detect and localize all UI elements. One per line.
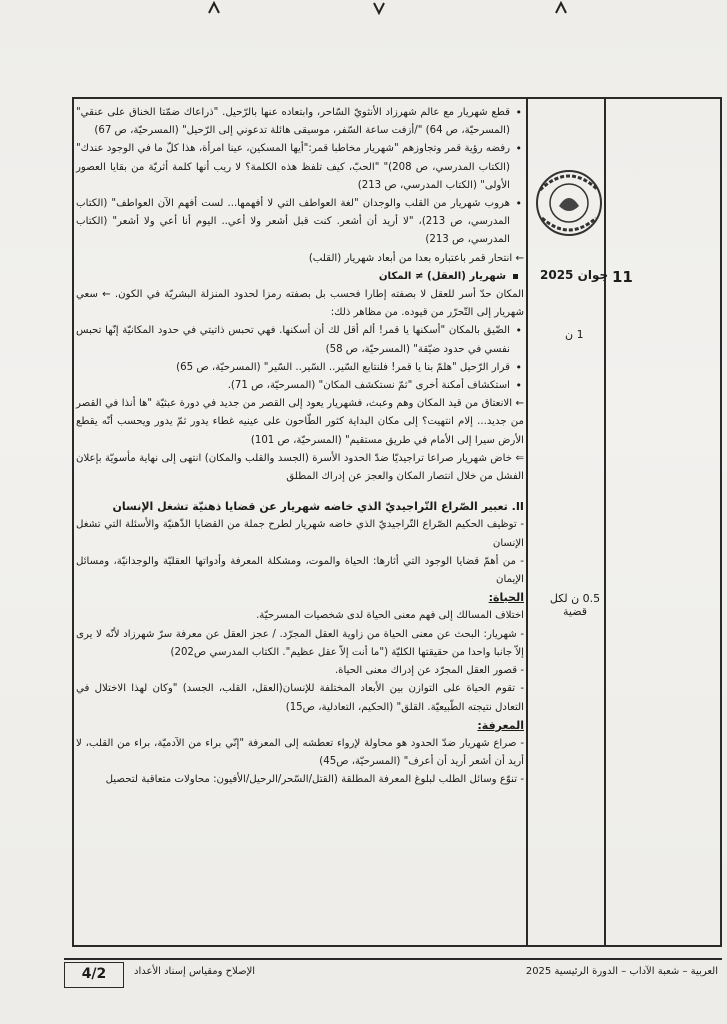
scribble-icon	[207, 0, 221, 14]
official-seal-stamp	[534, 168, 604, 238]
footer-subject: العربية – شعبة الآداب – الدورة الرئيسية 2025	[525, 966, 718, 977]
paragraph: - تنوّع وسائل الطلب لبلوغ المعرفة المطلقة (القتل/السّحر/الرحيل/الأفيون: محاولات متعاقبة لتحصيل	[105, 774, 524, 786]
total-score: 11	[612, 268, 633, 286]
conclusion-arrow: ← الانعتاق من قيد المكان وهم وعبث، فشهريار يعود إلى القصر من جديد في دورة عبثيّة "ها أنذا في القصر من جديد... إلام انتهيت؟ إلى مكان البداية كثور الطّاحون على عينيه غطاء يدور ثمّ يدور ويحسب أنّه يقطع الأرض سيرا إلى الأمام في طريق مستقيم" (المسرحيّة، ص 101)	[76, 398, 524, 446]
score-one-point: 1 ن	[565, 328, 584, 341]
paragraph: - صراع شهريار ضدّ الحدود هو محاولة لإرواء تعطشه إلى المعرفة "إنّي براء من الآدميّة، براء من القلب، لا أريد أن أشعر أريد أن أعرف" (المسرحيّة، ص45)	[76, 737, 524, 768]
bullet-item: • الضّيق بالمكان "أسكنها يا قمر! ألم أقل لك أن أسكنها. فهي تحبس ذاتيتي في حدود المكانيّة إنّها تحبس نفسي في حدود ضيّقة" (المسرحيّة، ص 58)	[76, 322, 524, 358]
conclusion-arrow: ← انتحار قمر باعتباره بعدا من أبعاد شهريار (القلب)	[308, 252, 524, 264]
scribble-icon	[372, 0, 386, 14]
paragraph: - قصور العقل المجرّد عن إدراك معنى الحياة.	[334, 665, 524, 677]
bullet-item: • قرار الرّحيل "هلمّ بنا يا قمر! فلنتابع السّير.. السّير.. السّير" (المسرحيّة، ص 65)	[76, 359, 524, 377]
paragraph: اختلاف المسالك إلى فهم معنى الحياة لدى شخصيات المسرحيّة.	[256, 610, 524, 622]
paragraph: - من أهمّ قضايا الوجود التي أثارها: الحياة والموت، ومشكلة المعرفة وأدواتها العقليّة والوجدانيّة، ومسائل الإيمان	[76, 555, 524, 586]
section-heading: II. تعبير الصّراع التّراجيديّ الذي خاضه شهريار عن قضايا ذهنيّة تشغل الإنسان	[112, 500, 524, 514]
session-label: جوان 2025	[540, 268, 609, 282]
bullet-item: • هروب شهريار من القلب والوجدان "لغة العواطف التي لا أفهمها... لست أفهم الآن العواطف" (الكتاب المدرسي، ص 213)، "لا أريد أن أشعر. كنت قبل أشعر ولا أعي.. اليوم أنا أعي ولا أشعر" (الكتاب المدرسي، ص 213)	[76, 195, 524, 250]
subheading-life: الحياة:	[488, 591, 524, 605]
paragraph: - توظيف الحكيم الصّراع التّراجيديّ الذي خاضه شهريار لطرح جملة من القضايا الذّهنيّة والأسئلة التي تشغل الإنسان	[76, 519, 524, 549]
paragraph: - تقوم الحياة على التوازن بين الأبعاد المختلفة للإنسان(العقل، القلب، الجسد) "وكان لهذا الاختلال في التعادل نتيجته الطّبيعيّة. القلق" (الحكيم، التعادلية، ص15)	[76, 683, 524, 713]
footer-title: الإصلاح ومقياس إسناد الأعداد	[134, 966, 256, 977]
subheading: شهريار (العقل) ≠ المكان	[76, 268, 524, 286]
page-footer	[64, 958, 722, 988]
bullet-item: • قطع شهريار مع عالم شهرزاد الأنثويّ السّاحر، وابتعاده عنها بالرّحيل. "ذراعاك ضمّتا الخناق على عنقي" (المسرحيّة، ص 64) "/أزفت ساعة السّفر، موسيقى هائلة تدعوني إلى الرّحيل" (المسرحيّة، ص 67)	[76, 104, 524, 140]
bullet-item: • رفضه رؤية قمر وتجاوزهم "شهريار مخاطبا قمر:"أيها المسكين، عينا امرأة، هذا كلّ ما في الوجود عندك" (الكتاب المدرسي، ص 208)" "الحبّ، كيف تلفظ هذه الكلمة؟ لا ريب أنها كلمة أثريّة من بقايا العصور الأولى" (الكتاب المدرسي، ص 213)	[76, 140, 524, 195]
scribble-icon	[554, 0, 568, 14]
column-divider	[526, 99, 528, 945]
correction-content	[76, 104, 524, 790]
subheading-knowledge: المعرفة:	[477, 718, 524, 732]
page-number: 4/2	[64, 962, 124, 988]
paragraph: - شهريار: البحث عن معنى الحياة من زاوية العقل المجرّد. / عجز العقل عن معرفة سرّ شهرزاد لأنّه لا يرى إلاّ جانبا واحدا من حقيقتها الكليّة ("ما أنت إلاّ عقل عظيم". الكتاب المدرسي ص202)	[76, 628, 524, 658]
bullet-item: • استكشاف أمكنة أخرى "ثمّ نستكشف المكان" (المسرحيّة، ص 71).	[76, 377, 524, 395]
score-per-issue: 0.5 ن لكل قضية	[549, 592, 601, 618]
column-divider	[604, 99, 606, 945]
conclusion-arrow: ⇐ خاض شهريار صراعا تراجيديّا ضدّ الحدود الأسرة (الجسد والقلب والمكان) انتهى إلى نهاية مأسويّة بإعلان الفشل من خلال انتصار المكان والعجز عن إدراك المطلق	[76, 452, 524, 483]
footer-rule	[64, 958, 722, 960]
paragraph: المكان حدّ أسر للعقل لا بصفته إطارا فحسب بل بصفته رمزا لحدود المنزلة البشريّة في الكون. ← سعي شهريار إلى التّحرّر من قيوده. من مظاهر ذلك:	[76, 289, 524, 319]
